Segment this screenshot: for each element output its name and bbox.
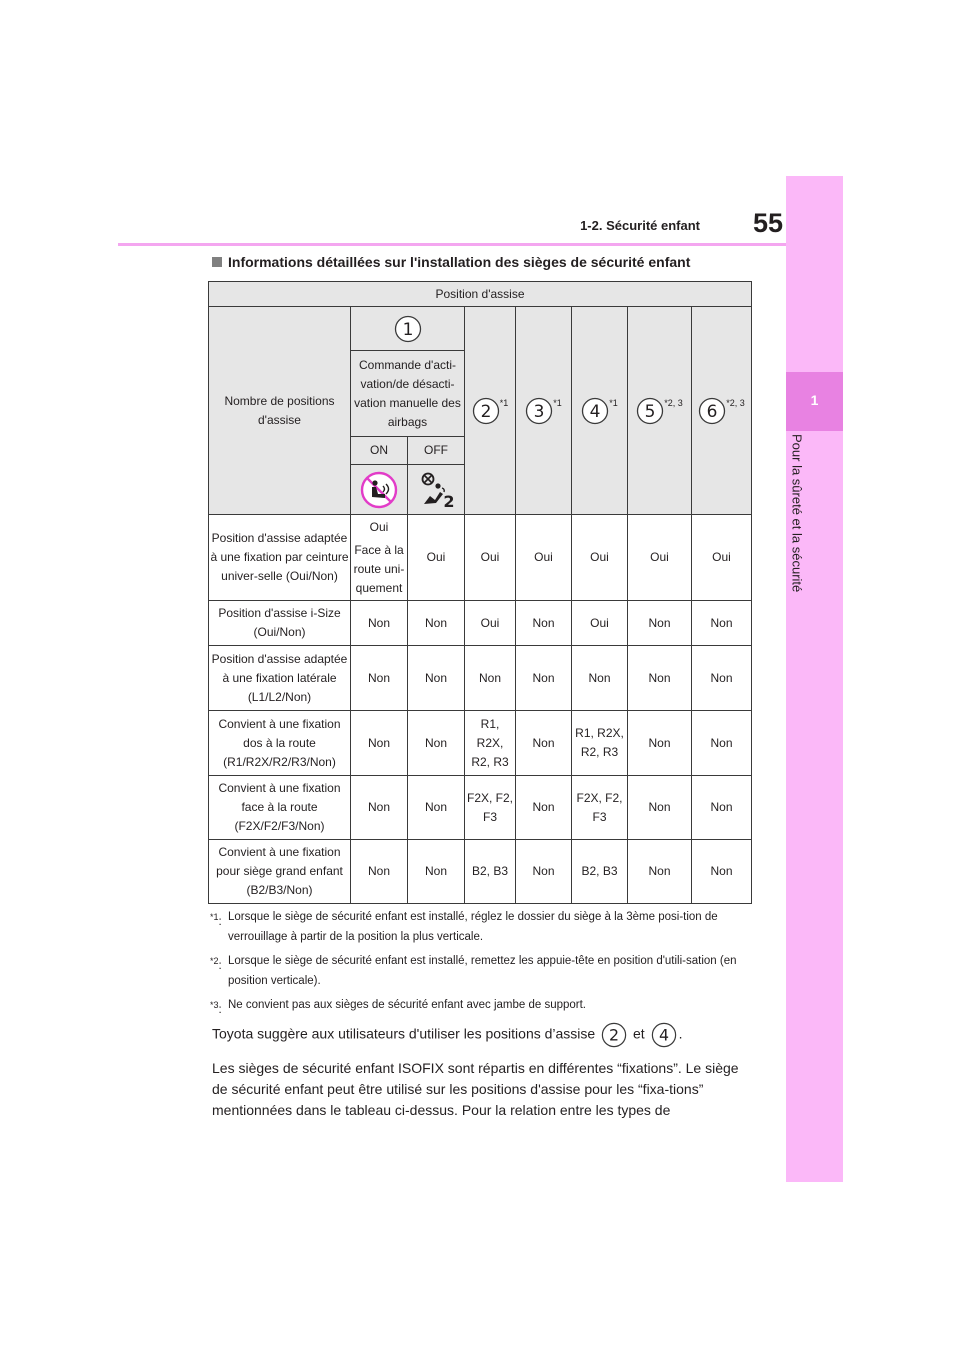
table-cell: Non [692,776,752,840]
table-cell: Oui [628,515,692,601]
suggested-seat-b: 4 [658,1025,669,1045]
table-cell: F2X, F2, F3 [572,776,628,840]
table-cell: Non [408,646,465,711]
table-cell: Non [516,646,572,711]
table-cell: Non [692,601,752,646]
seat-number-icon [472,397,500,425]
table-cell: Non [628,646,692,711]
airbag-on-label: ON [351,437,408,465]
footnote [210,907,760,947]
chapter-title-wrap [785,434,809,614]
footnote-mark: $^{*2}$: [210,956,222,972]
seat-5-cell [628,307,692,515]
heading-text: Informations détaillées sur l'installation des sièges de sécurité enfant [228,254,691,270]
seat-2-cell [465,307,516,515]
airbag-off-icon [416,470,456,510]
table-cell: Non [516,711,572,776]
table-cell: Non [408,840,465,904]
table-cell: Non [692,840,752,904]
suggestion-and: et [632,1025,645,1042]
table-cell: Non [408,776,465,840]
seat-3-note: *1 [553,397,562,408]
airbag-off-cell [408,465,465,515]
table-cell: Oui [465,515,516,601]
table-cell: Non [351,601,408,646]
body-text [212,1022,752,1131]
row-label: Position d'assise adaptée à une fixation latérale (L1/L2/Non) [209,646,351,711]
table-cell: B2, B3 [465,840,516,904]
cell-line: Face à la route uni-quement [353,542,405,595]
suggestion-suffix: . [678,1025,683,1042]
table-row [209,515,752,601]
row-label: Convient à une fixation face à la route (F2X/F2/F3/Non) [209,776,351,840]
footnotes [210,907,760,1019]
footnote [210,951,760,991]
seat-3-cell [516,307,572,515]
table-cell: B2, B3 [572,840,628,904]
footnote-mark: $^{*1}$: [210,912,222,928]
seat-position-table [208,281,752,904]
table-cell: Oui [516,515,572,601]
airbag-off-label: OFF [408,437,465,465]
seat-number-icon [636,397,664,425]
table-cell: Non [351,776,408,840]
table-cell: F2X, F2, F3 [465,776,516,840]
row-label: Position d'assise i-Size (Oui/Non) [209,601,351,646]
heading-bullet-icon [212,257,222,267]
svg-text:2: 2 [443,491,455,510]
table-cell [351,515,408,601]
row-label: Position d'assise adaptée à une fixation par ceinture univer-selle (Oui/Non) [209,515,351,601]
seat-3-number: 3 [533,401,545,422]
table-cell: Oui [692,515,752,601]
cell-line: Oui [369,519,389,534]
table-cell: Non [628,601,692,646]
table-cell: Non [516,776,572,840]
table-cell: R1, R2X, R2, R3 [465,711,516,776]
seat-2-note: *1 [499,397,509,408]
row-label: Convient à une fixation dos à la route (R1/R2X/R2/R3/Non) [209,711,351,776]
seat-number-icon [601,1022,627,1048]
seat-6-number: 6 [706,401,718,422]
seat-5-number: 5 [644,401,656,422]
table-cell: R1, R2X, R2, R3 [572,711,628,776]
seat-1-number: 1 [402,319,413,340]
table-cell: Oui [572,515,628,601]
table-cell: Non [692,711,752,776]
seat-number-icon [525,397,553,425]
table-cell: Non [408,601,465,646]
seat-4-number: 4 [589,401,601,422]
chapter-title: Pour la sûreté et la sécurité [789,434,805,593]
footnote-mark: $^{*3}$: [210,1000,222,1016]
table-row [209,776,752,840]
seat-number-icon [698,397,726,425]
seat-6-cell [692,307,752,515]
table-row [209,601,752,646]
section-heading [212,254,690,270]
airbag-control-label: Commande d'acti-vation/de désacti-vation manuelle des airbags [351,351,465,437]
row-header-label: Nombre de positions d'assise [209,307,351,515]
table-cell: Oui [572,601,628,646]
page-number: 55 [752,208,784,238]
table-cell: Non [516,840,572,904]
seat-4-cell [572,307,628,515]
table-cell: Non [628,776,692,840]
table-cell: Non [351,711,408,776]
table-cell: Oui [465,601,516,646]
table-cell: Non [351,840,408,904]
table-cell: Non [628,840,692,904]
header-rule [118,243,786,246]
airbag-on-icon [359,470,399,510]
table-cell: Non [692,646,752,711]
table-cell: Oui [408,515,465,601]
table-cell: Non [465,646,516,711]
chapter-number: 1 [810,392,819,408]
table-row [209,646,752,711]
chapter-side-band [786,176,843,1182]
row-label: Convient à une fixation pour siège grand enfant (B2/B3/Non) [209,840,351,904]
table-cell: Non [516,601,572,646]
suggested-seat-a: 2 [609,1025,620,1045]
seat-5-note: *2, 3 [664,397,683,408]
footnote-text: Ne convient pas aux sièges de sécurité enfant avec jambe de support. [228,999,586,1011]
seat-number-icon [651,1022,677,1048]
table-row [209,840,752,904]
suggestion-paragraph [212,1022,752,1048]
seat-number-icon [394,315,422,343]
suggestion-prefix: Toyota suggère aux utilisateurs d'utiliser les positions d’assise [212,1025,596,1042]
footnote [210,995,760,1015]
position-header: Position d'assise [209,282,752,307]
seat-1-cell [351,307,465,351]
table-row [209,711,752,776]
seat-4-note: *1 [609,397,618,408]
footnote-text: Lorsque le siège de sécurité enfant est installé, réglez le dossier du siège à la 3ème posi-tion de verrouillage à partir de la position la plus verticale. [228,911,718,943]
table-cell: Non [408,711,465,776]
table-cell: Non [628,711,692,776]
isofix-paragraph: Les sièges de sécurité enfant ISOFIX sont répartis en différentes “fixations”. Le siège de sécurité enfant peut être utilisé sur les positions d'assise pour les “fixa-tions” mentionnées dans le tableau ci-dessus. Pour la relation entre les types de [212,1060,739,1118]
section-title: 1-2. Sécurité enfant [580,218,700,233]
seat-2-number: 2 [480,401,492,422]
footnote-text: Lorsque le siège de sécurité enfant est installé, remettez les appuie-tête en position d'utili-sation (en position verticale). [228,955,737,987]
table-cell: Non [351,646,408,711]
seat-6-note: *2, 3 [726,397,745,408]
seat-number-icon [581,397,609,425]
table-cell: Non [572,646,628,711]
airbag-on-cell [351,465,408,515]
